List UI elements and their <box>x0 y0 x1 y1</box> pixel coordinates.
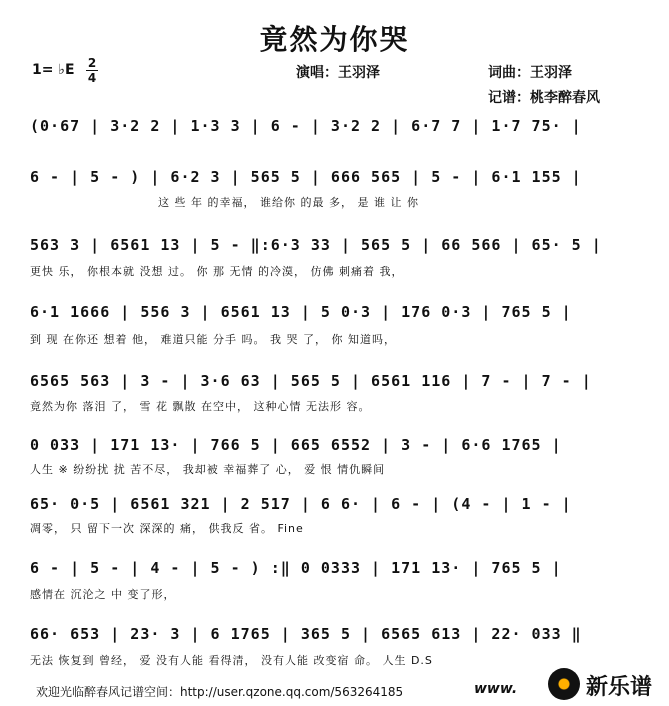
composer-credit: 词曲：王羽泽 <box>488 65 572 81</box>
score-row-5: 6565 563 | 3 - | 3·6 63 | 565 5 | 6561 116 | 7 - | 7 - | <box>30 372 592 390</box>
score-row-8: 6 - | 5 - | 4 - | 5 - ) :‖ 0 0333 | 171 13· | 765 5 | <box>30 559 562 577</box>
time-signature-bottom: 4 <box>87 71 97 85</box>
song-title: 竟然为你哭 <box>259 23 410 56</box>
score-row-7: 65· 0·5 | 6561 321 | 2 517 | 6 6· | 6 - | (4 - | 1 - | <box>30 495 572 513</box>
lyric-row-2: 这 些 年 的幸福， 谁给你 的最 多， 是 谁 让 你 <box>158 196 419 209</box>
lyric-row-6: 人生 ※ 纷纷扰 扰 苦不尽， 我却被 幸福葬了 心， 爱 恨 情仇瞬间 <box>30 463 386 476</box>
score-row-2: 6 - | 5 - ) | 6·2 3 | 565 5 | 666 565 | 5 - | 6·1 155 | <box>30 168 582 186</box>
score-row-4: 6·1 1666 | 556 3 | 6561 13 | 5 0·3 | 176 0·3 | 765 5 | <box>30 303 572 321</box>
score-row-1: (0·67 | 3·2 2 | 1·3 3 | 6 - | 3·2 2 | 6·7 7 | 1·7 75· | <box>30 117 582 135</box>
lyric-row-4: 到 现 在你还 想着 他， 难道只能 分手 吗。 我 哭 了， 你 知道吗， <box>30 333 396 346</box>
singer-credit: 演唱：王羽泽 <box>296 65 380 81</box>
record-disc-icon <box>548 668 580 700</box>
transcriber-credit: 记谱：桃李醉春风 <box>488 90 600 106</box>
lyric-row-7: 凋零， 只 留下一次 深深的 痛， 供我反 省。 Fine <box>30 522 304 535</box>
logo-label: 新乐谱 <box>586 675 653 700</box>
footer-credit: 欢迎光临醉春风记谱空间：http://user.qzone.qq.com/563264185 <box>36 685 404 699</box>
watermark-text: www. <box>474 681 518 697</box>
lyric-row-3: 更快 乐， 你根本就 没想 过。 你 那 无情 的冷漠， 仿佛 刺痛着 我， <box>30 265 404 278</box>
score-row-6: 0 033 | 171 13· | 766 5 | 665 6552 | 3 - | 6·6 1765 | <box>30 436 562 454</box>
key-signature: 1= ♭E <box>32 62 75 78</box>
lyric-row-8: 感情在 沉沦之 中 变了形， <box>30 588 176 601</box>
lyric-row-9: 无法 恢复到 曾经， 爱 没有人能 看得清， 没有人能 改变宿 命。 人生 D.S <box>30 654 433 667</box>
score-row-3: 563 3 | 6561 13 | 5 - ‖:6·3 33 | 565 5 | 66 566 | 65· 5 | <box>30 236 602 254</box>
site-logo <box>548 668 660 702</box>
time-signature-top: 2 <box>87 56 97 70</box>
lyric-row-5: 竟然为你 落泪 了， 雪 花 飘散 在空中， 这种心情 无法形 容。 <box>30 400 371 413</box>
score-row-9: 66· 653 | 23· 3 | 6 1765 | 365 5 | 6565 613 | 22· 033 ‖ <box>30 625 582 643</box>
